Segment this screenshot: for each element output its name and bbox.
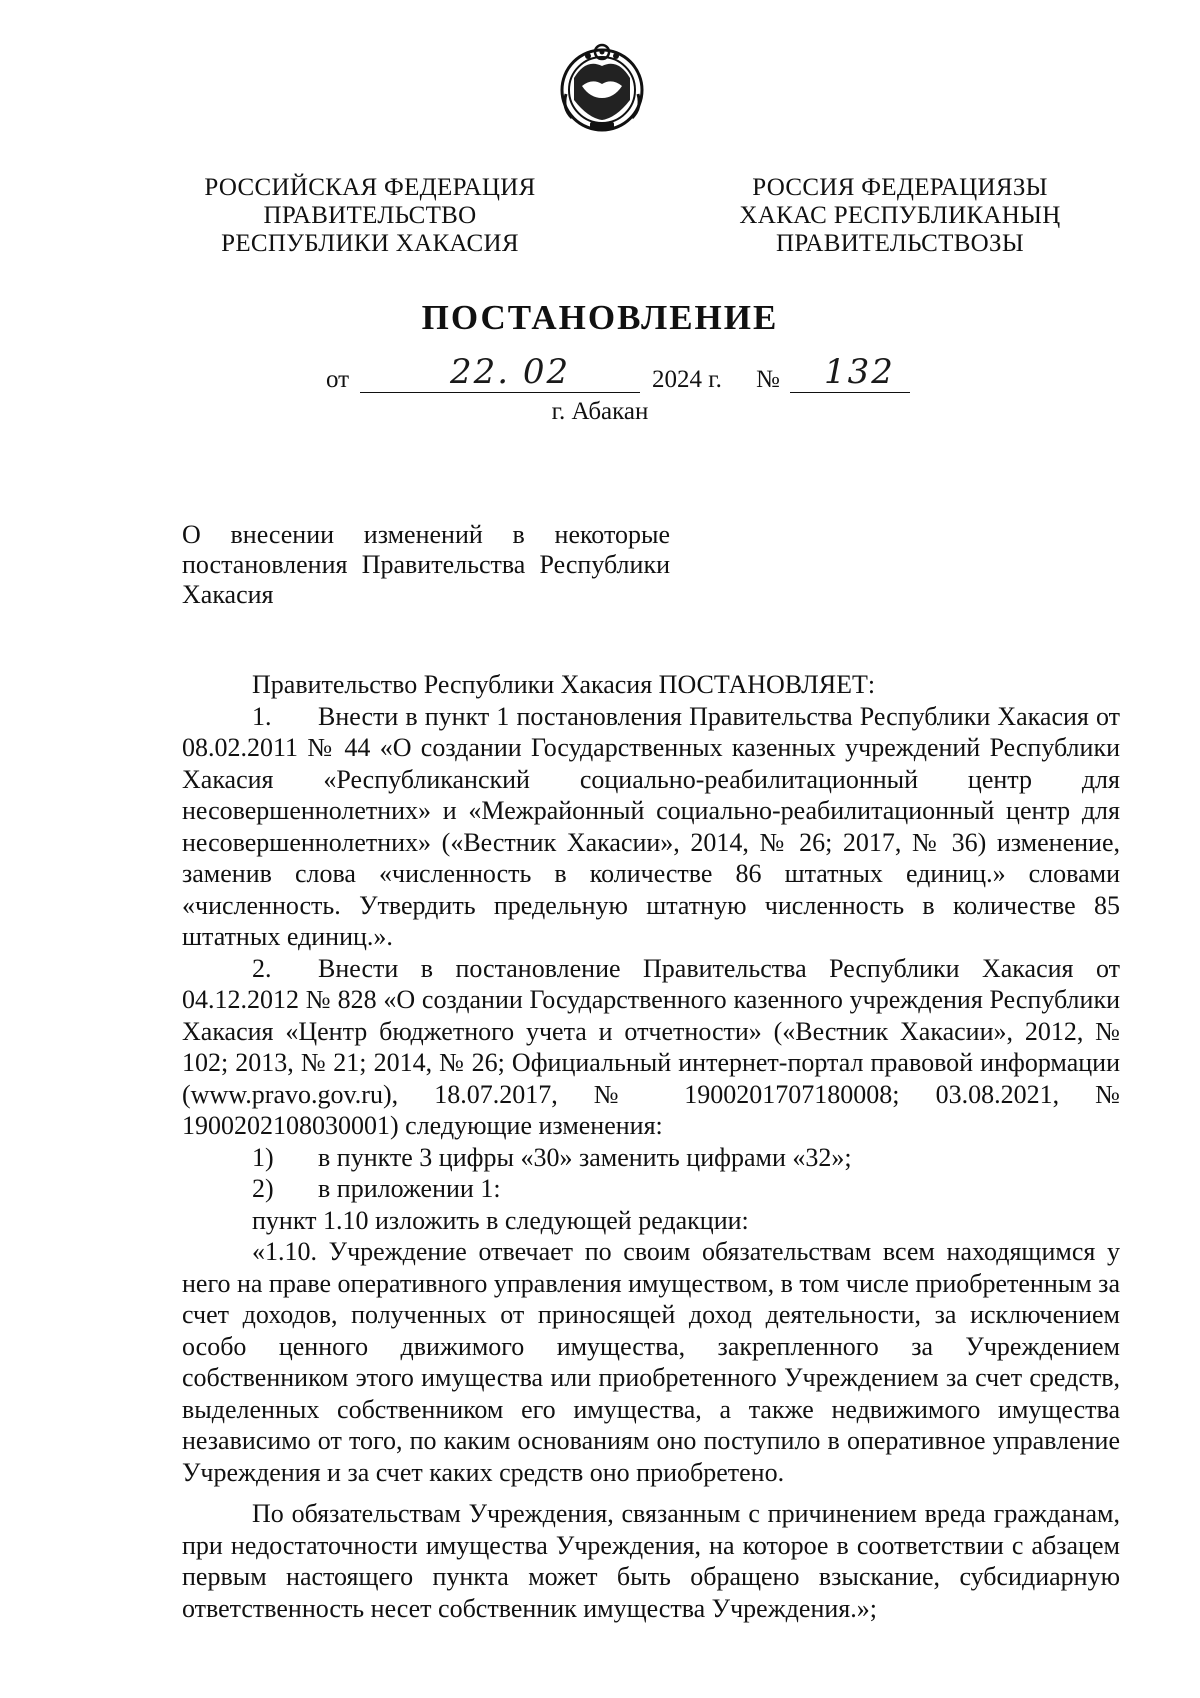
item-1-number: 1.: [252, 701, 272, 731]
subitem-2: [182, 1173, 1120, 1205]
item-2: [182, 953, 1120, 1142]
subitem-2-line: пункт 1.10 изложить в следующей редакции:: [252, 1205, 749, 1235]
subitem-1-number: 1): [252, 1142, 274, 1172]
year-text: 2024 г.: [652, 366, 722, 393]
handwritten-number: 132: [824, 352, 895, 392]
subitem-1-text: в пункте 3 цифры «30» заменить цифрами «32»;: [318, 1142, 852, 1172]
item-1-text: Внести в пункт 1 постановления Правительства Республики Хакасия от 08.02.2011 № 44 «О создании Государственных казенных учреждений Республики Хакасия «Республиканский социально-реабилитационный центр для несовершеннолетних» и «Межрайонный социально-реабилитационный центр для несовершеннолетних» («Вестник Хакасии», 2014, № 26; 2017, № 36) изменение, заменив слова «численность в количестве 86 штатных единиц.» словами «численность. Утвердить предельную штатную численность в количестве 85 штатных единиц.».: [182, 701, 1120, 951]
subitem-2-text: в приложении 1:: [318, 1174, 501, 1203]
header-right: [700, 174, 1100, 258]
document-type-title: ПОСТАНОВЛЕНИЕ: [421, 298, 779, 337]
document-subject: О внесении изменений в некоторые постановления Правительства Республики Хакасия: [182, 520, 670, 609]
handwritten-date: 22. 02: [450, 352, 571, 392]
intro-paragraph: Правительство Республики Хакасия ПОСТАНОВЛЯЕТ:: [252, 670, 876, 699]
document-body: [182, 669, 1120, 1624]
subitem-2-number: 2): [252, 1174, 274, 1203]
header-right-line-3: ПРАВИТЕЛЬСТВОЗЫ: [776, 230, 1024, 257]
subitem-1: [182, 1142, 1120, 1174]
header-right-line-1: РОССИЯ ФЕДЕРАЦИЯЗЫ: [752, 174, 1048, 201]
city: г. Абакан: [551, 398, 649, 425]
coat-of-arms-emblem: [556, 38, 648, 134]
from-label: от: [326, 366, 350, 393]
quote-paragraph-2: По обязательствам Учреждения, связанным с причинением вреда гражданам, при недостаточности имущества Учреждения, на которое в соответствии с абзацем первым настоящего пункта может быть обращено взыскание, субсидиарную ответственность несет собственник имущества Учреждения.»;: [182, 1499, 1120, 1623]
header-right-line-2: ХАКАС РЕСПУБЛИКАНЫҢ: [739, 202, 1061, 229]
header-left-line-3: РЕСПУБЛИКИ ХАКАСИЯ: [221, 230, 519, 257]
item-1: [182, 701, 1120, 953]
header-left-line-2: ПРАВИТЕЛЬСТВО: [263, 202, 477, 229]
number-label: №: [756, 366, 780, 393]
item-2-text: Внести в постановление Правительства Республики Хакасия от 04.12.2012 № 828 «О создании Государственного казенного учреждения Республики Хакасия «Центр бюджетного учета и отчетности» («Вестник Хакасии», 2012, № 102; 2013, № 21; 2014, № 26; Официальный интернет-портал правовой информации (www.pravo.gov.ru), 18.07.2017, № 1900201707180008; 03.08.2021, № 1900202108030001) следующие изменения:: [182, 953, 1120, 1140]
item-2-number: 2.: [252, 953, 272, 983]
header-left-line-1: РОССИЙСКАЯ ФЕДЕРАЦИЯ: [204, 174, 536, 201]
date-number-line: [0, 352, 1200, 402]
quote-paragraph-1: «1.10. Учреждение отвечает по своим обязательствам всем находящимся у него на праве оперативного управления имуществом, в том числе приобретенным за счет доходов, полученных от приносящей доход деятельности, за исключением особо ценного движимого имущества, закрепленного за Учреждением собственником этого имущества или приобретенного Учреждением за счет средств, выделенных собственником его имущества, а также недвижимого имущества независимо от того, по каким основаниям оно поступило в оперативное управление Учреждения и за счет каких средств оно приобретено.: [182, 1237, 1120, 1487]
header-left: [170, 174, 570, 258]
